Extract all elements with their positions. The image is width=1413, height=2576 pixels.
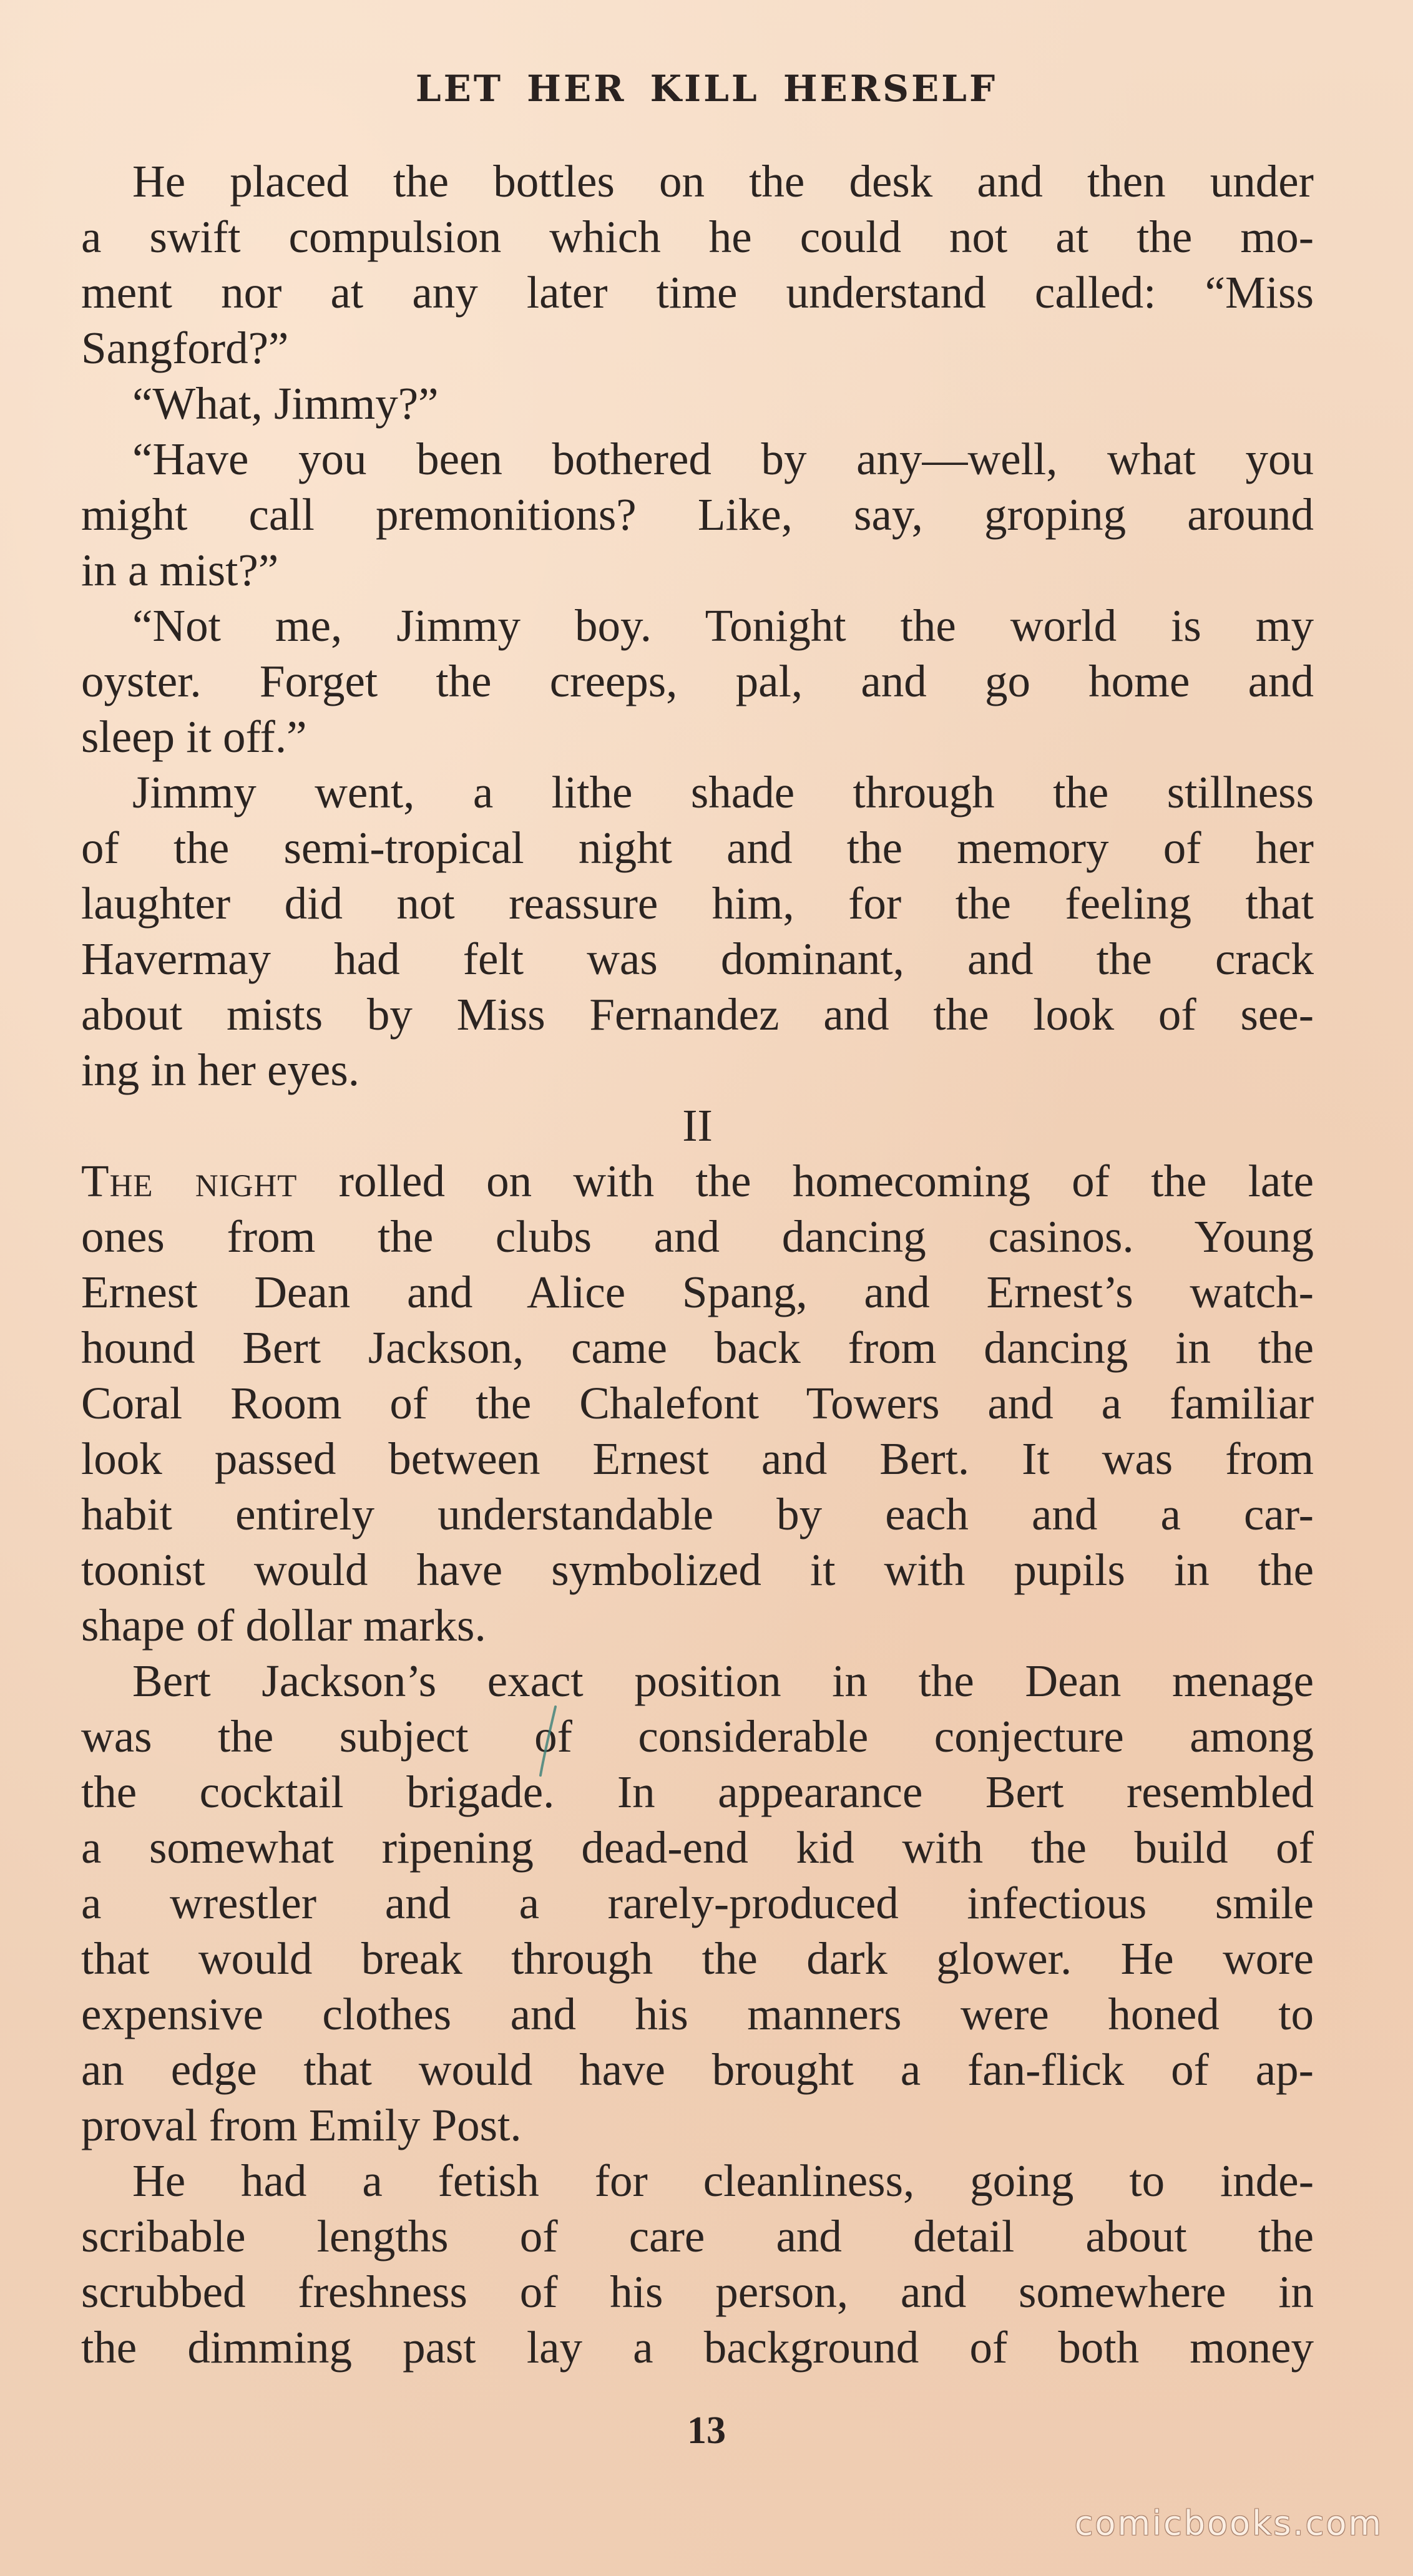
text-line: the dimming past lay a background of both money xyxy=(81,2322,1314,2373)
text-line: a swift compulsion which he could not at the mo- xyxy=(81,212,1314,262)
text-line: “Have you been bothered by any—well, what you xyxy=(132,434,1314,484)
text-line: scrubbed freshness of his person, and somewhere in xyxy=(81,2266,1314,2317)
text-line: Bert Jackson’s exact position in the Dean menage xyxy=(132,1656,1314,1706)
text-line-rest: rolled on with the homecoming of the late xyxy=(297,1156,1314,1206)
text-line: that would break through the dark glower. He wore xyxy=(81,1933,1314,1984)
text-line: shape of dollar marks. xyxy=(81,1600,486,1651)
text-line: proval from Emily Post. xyxy=(81,2100,522,2150)
running-head: LET HER KILL HERSELF xyxy=(415,67,998,110)
text-line: “What, Jimmy?” xyxy=(132,378,439,429)
text-line: the cocktail brigade. In appearance Bert resembled xyxy=(81,1767,1314,1817)
body-text xyxy=(81,154,1314,2375)
page-number: 13 xyxy=(687,2409,726,2452)
text-line: “Not me, Jimmy boy. Tonight the world is my xyxy=(132,600,1314,651)
text-line: laughter did not reassure him, for the feeling that xyxy=(81,878,1314,929)
text-line: look passed between Ernest and Bert. It was from xyxy=(81,1433,1314,1484)
text-line: of the semi-tropical night and the memory of her xyxy=(81,822,1314,873)
text-line: in a mist?” xyxy=(81,545,279,595)
text-line xyxy=(81,1153,1314,1209)
text-line: was the subject of considerable conjecture among xyxy=(81,1711,1314,1762)
text-line: Ernest Dean and Alice Spang, and Ernest’s watch- xyxy=(81,1267,1314,1317)
text-line: habit entirely understandable by each and a car- xyxy=(81,1489,1314,1539)
section-heading: II xyxy=(682,1100,713,1151)
text-line: ones from the clubs and dancing casinos. Young xyxy=(81,1211,1314,1262)
text-line: Jimmy went, a lithe shade through the stillness xyxy=(132,767,1314,817)
text-line: oyster. Forget the creeps, pal, and go home and xyxy=(81,656,1314,706)
watermark: comicbooks.com xyxy=(1074,2504,1383,2543)
text-line: He had a fetish for cleanliness, going to inde- xyxy=(132,2155,1314,2206)
section-lead-in: The night xyxy=(81,1156,298,1206)
text-line: Coral Room of the Chalefont Towers and a familiar xyxy=(81,1378,1314,1428)
text-line: He placed the bottles on the desk and then under xyxy=(132,156,1314,207)
text-line: a wrestler and a rarely-produced infectious smile xyxy=(81,1878,1314,1928)
text-line: ing in her eyes. xyxy=(81,1045,359,1095)
text-line: hound Bert Jackson, came back from dancing in the xyxy=(81,1322,1314,1373)
text-line: might call premonitions? Like, say, groping around xyxy=(81,489,1314,540)
text-line: sleep it off.” xyxy=(81,711,307,762)
text-line: Havermay had felt was dominant, and the crack xyxy=(81,934,1314,984)
text-line: scribable lengths of care and detail about the xyxy=(81,2211,1314,2261)
text-line: about mists by Miss Fernandez and the look of see- xyxy=(81,989,1314,1040)
text-line: expensive clothes and his manners were honed to xyxy=(81,1989,1314,2039)
text-line: an edge that would have brought a fan-flick of ap- xyxy=(81,2044,1314,2095)
text-line: toonist would have symbolized it with pupils in the xyxy=(81,1544,1314,1595)
text-line: a somewhat ripening dead-end kid with the build of xyxy=(81,1822,1314,1873)
text-line: Sangford?” xyxy=(81,323,289,373)
text-line: ment nor at any later time understand called: “Miss xyxy=(81,267,1314,318)
